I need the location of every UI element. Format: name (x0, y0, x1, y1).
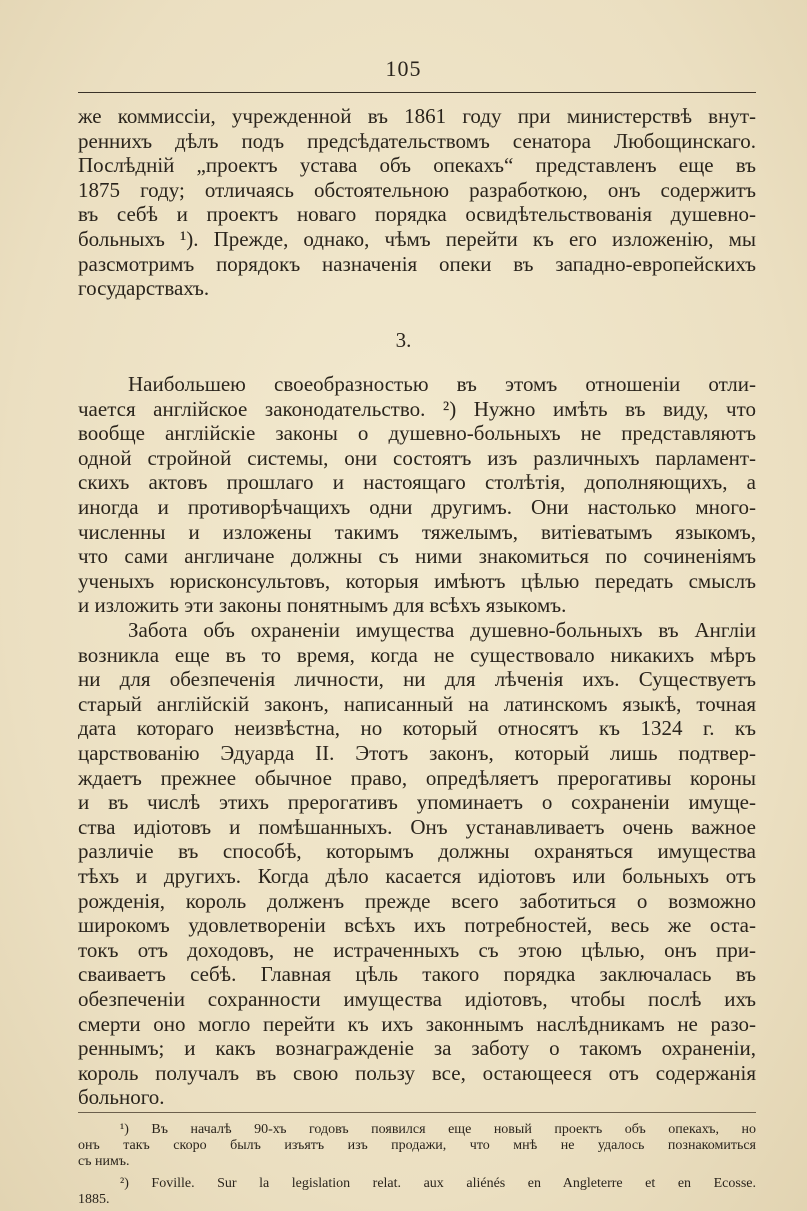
paragraph-3-line: ства идіотовъ и помѣшанныхъ. Онъ устанавливаетъ очень важное (78, 814, 756, 839)
footnote-2 (78, 1176, 756, 1208)
page-number: 105 (385, 56, 422, 81)
section-number: 3. (395, 328, 412, 352)
paragraph-2-line: ученыхъ юрисконсультовъ, которыя имѣютъ цѣлью передать смыслъ (78, 568, 756, 593)
footnote-2-line: 1885. (78, 1192, 110, 1207)
paragraph-1-line: Послѣдній „проектъ устава объ опекахъ“ представленъ еще въ (78, 153, 756, 178)
paragraph-1-line: разсмотримъ порядокъ назначенія опеки въ западно-европейскихъ (78, 251, 756, 276)
paragraph-2-line: и изложить эти законы понятнымъ для всѣхъ языкомъ. (78, 593, 567, 618)
footnote-1-line: онъ такъ скоро былъ изъятъ изъ продажи, что мнѣ не удалось познакомиться (78, 1138, 756, 1153)
paragraph-3-line: больного. (78, 1085, 165, 1110)
paragraph-3-line: Забота объ охраненіи имущества душевно-больныхъ въ Англіи (128, 618, 756, 642)
footnote-1-line: ¹) Въ началѣ 90-хъ годовъ появился еще новый проектъ объ опекахъ, но (120, 1122, 756, 1137)
paragraph-3-line: тѣхъ и другихъ. Когда дѣло касается идіотовъ или больныхъ отъ (78, 863, 756, 888)
footnote-1-line: съ нимъ. (78, 1154, 130, 1169)
paragraph-3-line: царствованію Эдуарда II. Этотъ законъ, который лишь подтвер- (78, 740, 756, 765)
paragraph-2-line: численны и изложены такимъ тяжелымъ, витіеватымъ языкомъ, (78, 519, 756, 544)
paragraph-1-line: государствахъ. (78, 276, 210, 301)
paragraph-2-line: чается англійское законодательство. ²) Нужно имѣть въ виду, что (78, 396, 756, 421)
footnote-2-line: ²) Foville. Sur la legislation relat. aux aliénés en Angleterre et en Ecosse. (120, 1176, 756, 1191)
paragraph-1-line: реннихъ дѣлъ подъ предсѣдательствомъ сенатора Любощинскаго. (78, 128, 756, 153)
paragraph-3-line: дата котораго неизвѣстна, но который относятъ къ 1324 г. къ (78, 716, 756, 741)
paragraph-1-line: 1875 году; отличаясь обстоятельною разработкою, онъ содержитъ (78, 177, 756, 202)
paragraph-3 (78, 618, 756, 1110)
paragraph-3-line: король получалъ въ свою пользу все, остающееся отъ содержанія (78, 1060, 756, 1085)
paragraph-3-line: токъ отъ доходовъ, не истраченныхъ съ этою цѣлью, онъ при- (78, 937, 756, 962)
paragraph-3-line: смерти оно могло перейти къ ихъ законнымъ наслѣдникамъ не разо- (78, 1011, 756, 1036)
paragraph-3-line: различіе въ способѣ, которымъ должны охраняться имущества (78, 839, 756, 864)
paragraph-2-line: одной стройной системы, они состоятъ изъ различныхъ парламент- (78, 445, 756, 470)
paragraph-2-line: иногда и противорѣчащихъ одни другимъ. Они настолько много- (78, 494, 756, 519)
footnote-rule (78, 1112, 756, 1113)
paragraph-3-line: сваиваетъ себѣ. Главная цѣль такого порядка заключалась въ (78, 962, 756, 987)
paragraph-3-line: реннымъ; и какъ вознагражденіе за заботу о такомъ охраненіи, (78, 1036, 756, 1061)
paragraph-3-line: рожденія, король долженъ прежде всего заботиться о возможно (78, 888, 756, 913)
paragraph-3-line: широкомъ удовлетвореніи всѣхъ ихъ потребностей, весь же оста- (78, 913, 756, 938)
footnotes (78, 1122, 756, 1208)
paragraph-1-line: больныхъ ¹). Прежде, однако, чѣмъ перейти къ его изложенію, мы (78, 226, 756, 251)
paragraph-1-line: въ себѣ и проектъ новаго порядка освидѣтельствованія душевно- (78, 202, 756, 227)
paragraph-1-line: же коммиссіи, учрежденной въ 1861 году при министерствѣ внут- (78, 104, 756, 128)
paragraph-3-line: и въ числѣ этихъ прерогативъ упоминаетъ о сохраненіи имуще- (78, 790, 756, 815)
paragraph-3-line: старый англійскій законъ, написанный на латинскомъ языкѣ, точная (78, 691, 756, 716)
paragraph-2-line: что сами англичане должны съ ними знакомиться по сочиненіямъ (78, 544, 756, 569)
paragraph-2-line: скихъ актовъ прошлаго и настоящаго столѣтія, дополняющихъ, а (78, 470, 756, 495)
header-rule (78, 92, 756, 93)
paragraph-3-line: ни для обезпеченія личности, ни для лѣченія ихъ. Существуетъ (78, 667, 756, 692)
paragraph-2-line: Наибольшею своеобразностью въ этомъ отношеніи отли- (128, 372, 756, 396)
paragraph-3-line: обезпеченіи сохранности имущества идіотовъ, чтобы послѣ ихъ (78, 986, 756, 1011)
paragraph-3-line: ждаетъ прежнее обычное право, опредѣляетъ прерогативы короны (78, 765, 756, 790)
paragraph-1 (78, 104, 756, 301)
paragraph-2-line: вообще англійскіе законы о душевно-больныхъ не представляютъ (78, 421, 756, 446)
paragraph-2 (78, 372, 756, 618)
footnote-1 (78, 1122, 756, 1170)
paragraph-3-line: возникла еще въ то время, когда не существовало никакихъ мѣръ (78, 642, 756, 667)
